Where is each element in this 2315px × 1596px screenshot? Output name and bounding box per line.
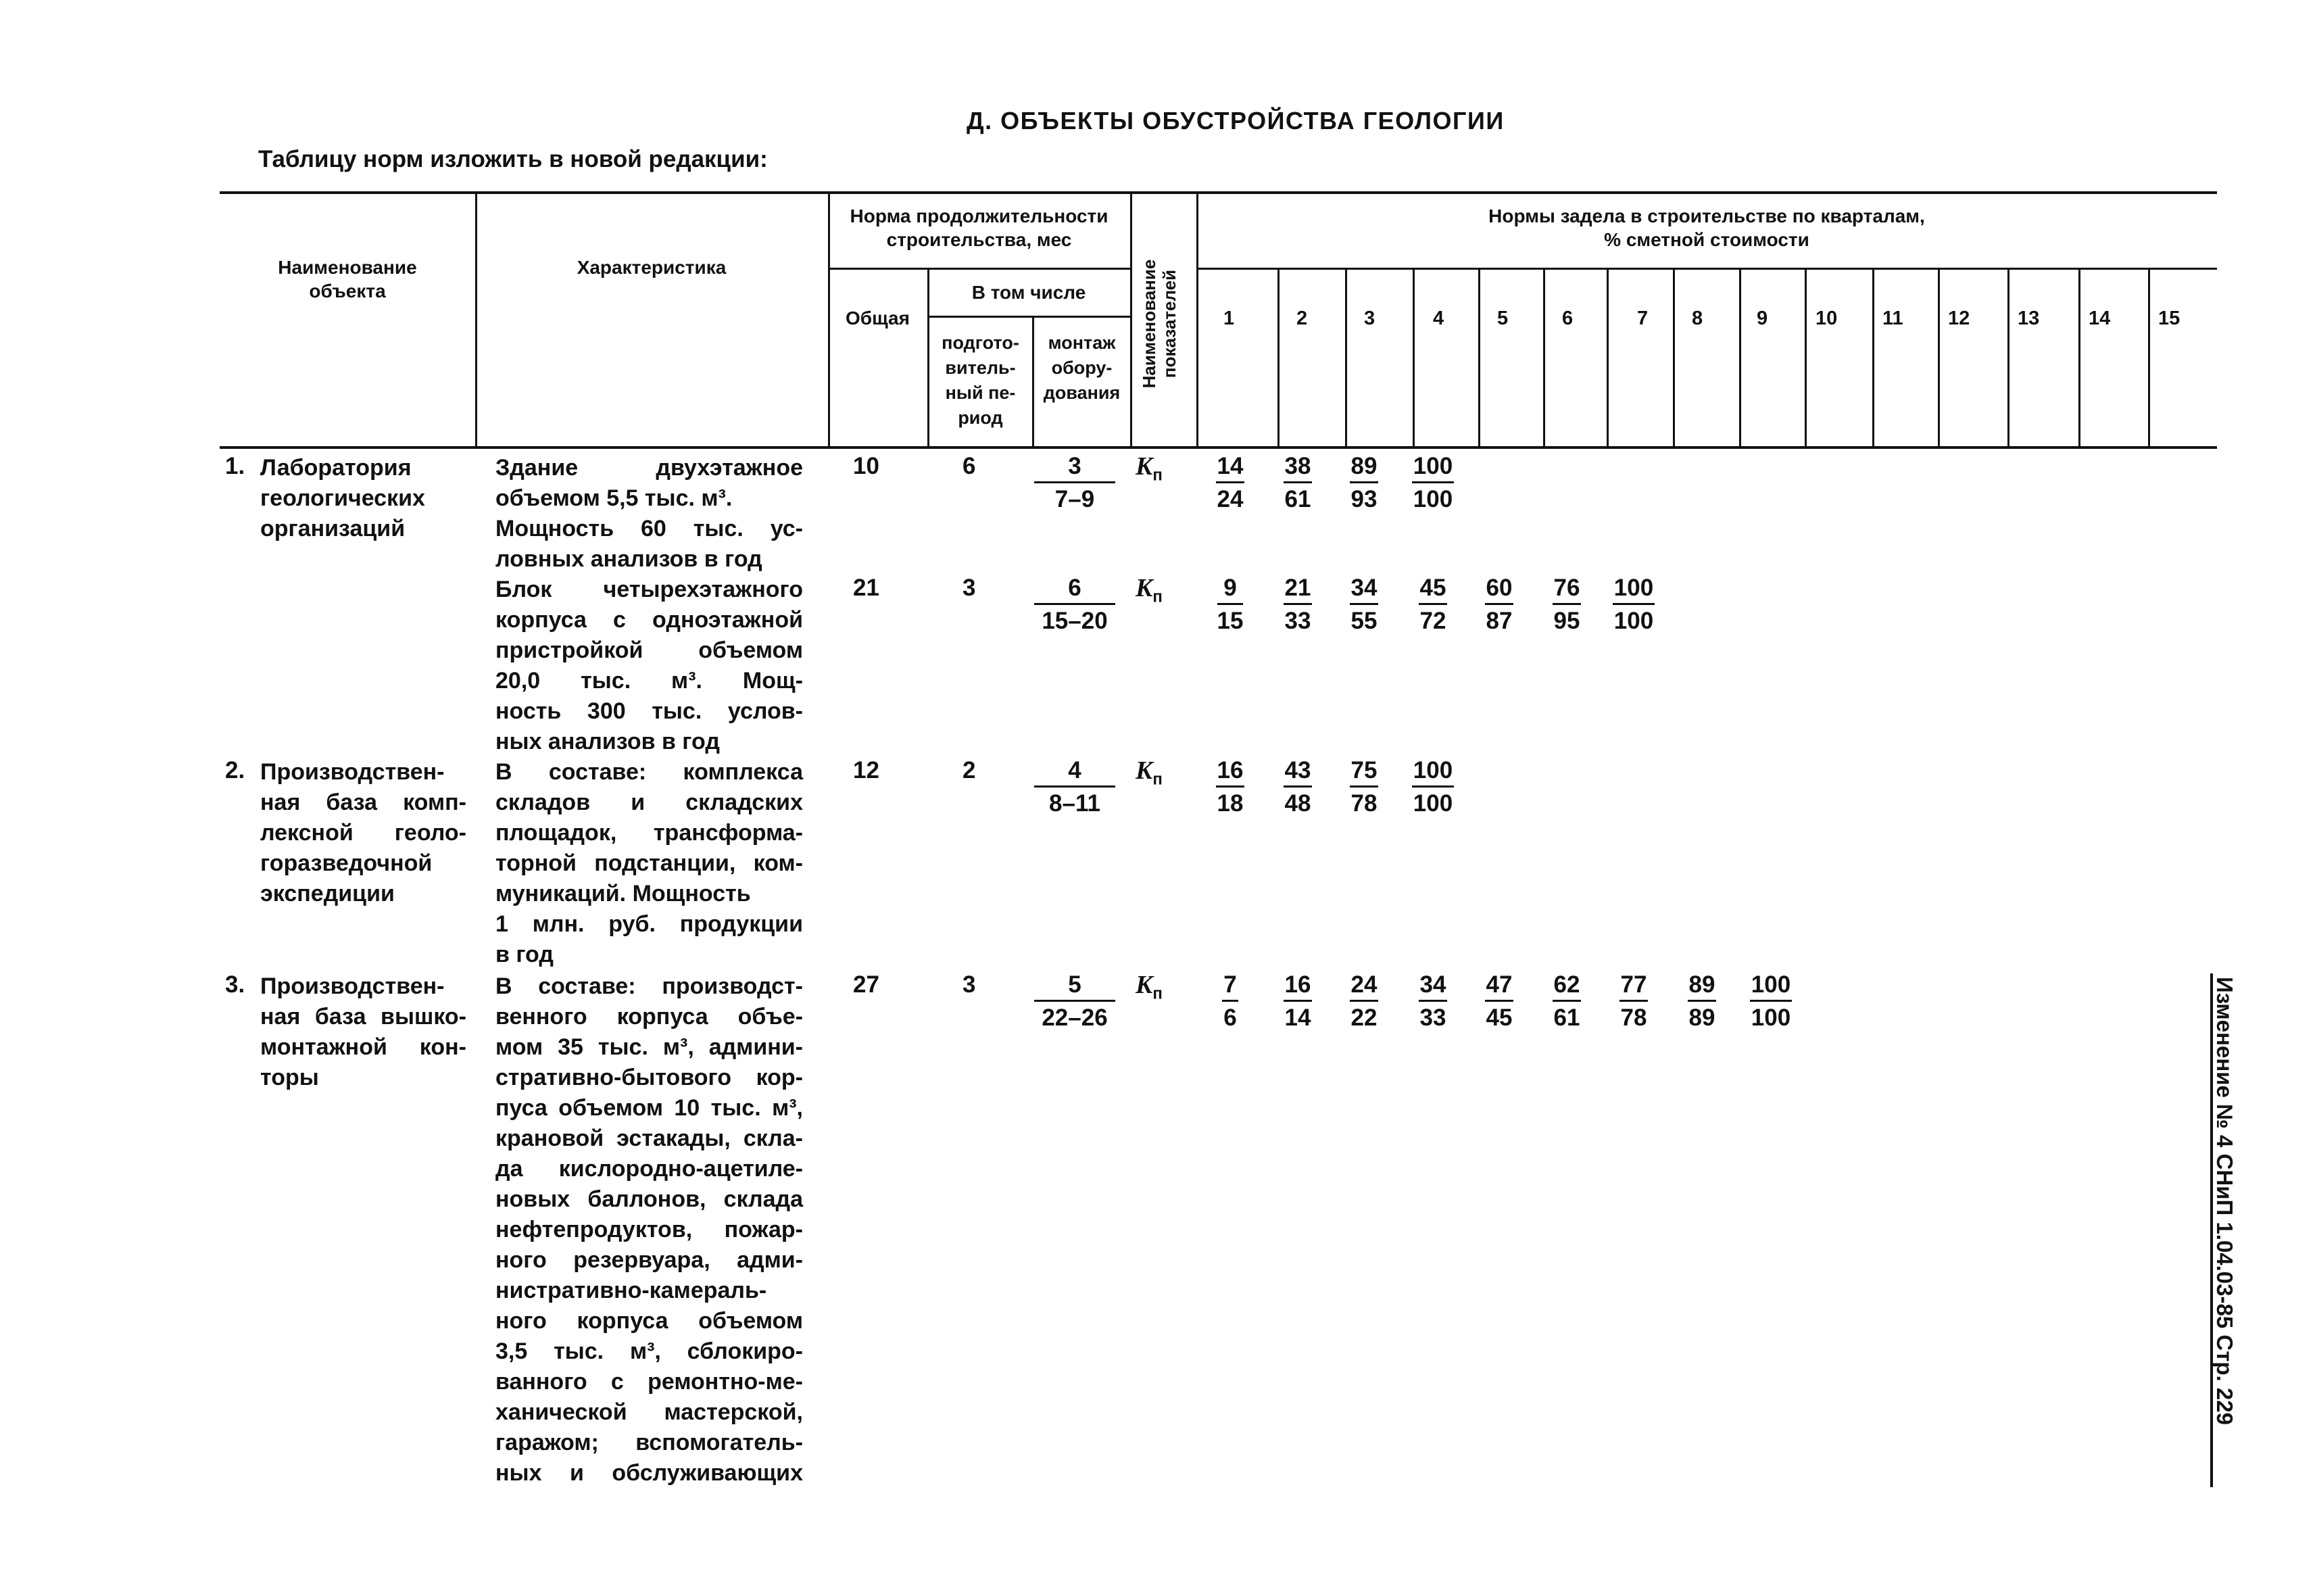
- quarter-divider: [1805, 268, 1807, 446]
- duration-group-rule: [828, 268, 1130, 270]
- characteristic-line: нефтепродуктов, пожар-: [495, 1217, 803, 1242]
- backlog-cumulative: 9: [1217, 573, 1244, 605]
- col-divider: [475, 191, 477, 446]
- indicator-subscript: п: [1152, 466, 1163, 485]
- table-top-rule: [220, 191, 2217, 194]
- indicator-subscript: п: [1152, 587, 1163, 606]
- mounting-fraction: [1034, 573, 1115, 636]
- quarter-divider: [1413, 268, 1415, 446]
- backlog-cumulative: 100: [1412, 756, 1454, 788]
- characteristic-line: ного резервуара, адми-: [495, 1247, 803, 1273]
- backlog-fraction-q6: [1533, 970, 1601, 1033]
- backlog-cumulative: 34: [1419, 970, 1448, 1002]
- backlog-value: 100: [1613, 608, 1654, 634]
- backlog-fraction-q4: [1399, 452, 1467, 514]
- quarter-header: 12: [1948, 308, 1970, 329]
- quarter-divider: [1872, 268, 1874, 446]
- backlog-value: 33: [1284, 608, 1311, 634]
- indicator-kp: [1136, 756, 1163, 790]
- backlog-value: 95: [1553, 608, 1580, 634]
- mounting-fraction: [1034, 756, 1115, 819]
- characteristic-line: да кислородно-ацетиле-: [495, 1156, 803, 1182]
- characteristic-line: крановой эстакады, скла-: [495, 1126, 803, 1151]
- characteristic-line: нистративно-камераль-: [495, 1278, 767, 1303]
- header-bottom-rule: [220, 446, 2217, 449]
- backlog-fraction-q4: [1399, 573, 1467, 636]
- indicator-letter: K: [1136, 452, 1153, 481]
- backlog-fraction-q2: [1264, 452, 1332, 514]
- quarter-divider: [1345, 268, 1347, 446]
- quarter-header: 15: [2158, 308, 2180, 329]
- intro-text: Таблицу норм изложить в новой редакции:: [258, 146, 768, 172]
- prep-period-header: подгото- витель- ный пе- риод: [942, 333, 1019, 428]
- object-name: Лаборатория геологических организаций: [260, 455, 425, 541]
- backlog-value: 33: [1419, 1005, 1446, 1031]
- prep-period: 3: [962, 971, 976, 998]
- characteristic-line: венного корпуса объе-: [495, 1004, 803, 1030]
- characteristic-text: В составе: комплекса складов и складских площадок, трансформа- торной подстанции, ком- муникаций. Мощность 1 млн. руб. продукции в год: [495, 759, 803, 967]
- quarter-divider: [1938, 268, 1940, 446]
- duration-group-header: Норма продолжительности строительства, мес: [850, 205, 1108, 250]
- mounting-fraction: [1034, 970, 1115, 1033]
- backlog-cumulative: 16: [1216, 756, 1245, 788]
- including-header: В том числе: [971, 282, 1086, 303]
- quarter-header: 14: [2089, 308, 2111, 329]
- backlog-value: 15: [1217, 608, 1244, 634]
- quarter-divider: [2148, 268, 2150, 446]
- characteristic-line: гаражом; вспомогатель-: [495, 1430, 803, 1455]
- backlog-fraction-q9: [1737, 970, 1805, 1033]
- backlog-cumulative: 75: [1350, 756, 1379, 788]
- characteristic-text: [495, 971, 803, 1489]
- backlog-group-rule: [1196, 268, 2217, 270]
- backlog-fraction-q5: [1465, 970, 1533, 1033]
- characteristic-line: мом 35 тыс. м³, админи-: [495, 1034, 803, 1060]
- quarter-header: 4: [1433, 308, 1444, 329]
- backlog-value: 100: [1751, 1005, 1791, 1031]
- backlog-cumulative: 100: [1750, 970, 1792, 1002]
- mounting-denominator: 7–9: [1054, 486, 1095, 512]
- mounting-denominator: 15–20: [1042, 608, 1108, 634]
- quarter-divider: [1673, 268, 1675, 446]
- mounting-fraction: [1034, 452, 1115, 514]
- mounting-denominator: 22–26: [1042, 1005, 1108, 1031]
- row-number: 3.: [225, 971, 245, 998]
- backlog-value: 55: [1350, 608, 1378, 634]
- quarter-header: 10: [1816, 308, 1838, 329]
- characteristic-line: ханической мастерской,: [495, 1399, 803, 1425]
- mounting-numerator: 6: [1034, 573, 1115, 605]
- backlog-cumulative: 24: [1350, 970, 1379, 1002]
- characteristic-line: 3,5 тыс. м³, сблокиро-: [495, 1338, 803, 1364]
- quarter-header: 1: [1223, 308, 1235, 329]
- backlog-group-header: Нормы задела в строительстве по кварталам, % сметной стоимости: [1488, 205, 1925, 250]
- characteristic-line: пуса объемом 10 тыс. м³,: [495, 1095, 803, 1121]
- characteristic-line: ного корпуса объемом: [495, 1308, 803, 1334]
- section-heading: Д. ОБЪЕКТЫ ОБУСТРОЙСТВА ГЕОЛОГИИ: [967, 107, 1505, 135]
- quarter-divider: [2078, 268, 2080, 446]
- backlog-fraction-q2: [1264, 573, 1332, 636]
- backlog-fraction-q4: [1399, 756, 1467, 819]
- backlog-fraction-q7: [1600, 573, 1667, 636]
- backlog-value: 45: [1486, 1005, 1513, 1031]
- indicator-column-header: Наименование показателей: [1139, 259, 1179, 389]
- quarter-divider: [2007, 268, 2009, 446]
- backlog-fraction-q3: [1330, 970, 1398, 1033]
- backlog-value: 6: [1223, 1005, 1237, 1031]
- backlog-fraction-q1: [1196, 452, 1264, 514]
- row-number: 1.: [225, 453, 245, 479]
- backlog-fraction-q5: [1465, 573, 1533, 636]
- backlog-value: 61: [1553, 1005, 1580, 1031]
- characteristic-line: В составе: производст-: [495, 973, 803, 999]
- quarter-divider: [1739, 268, 1741, 446]
- page-stamp: [2210, 973, 2244, 1487]
- backlog-cumulative: 89: [1350, 452, 1379, 483]
- characteristic-line: новых баллонов, склада: [495, 1186, 803, 1212]
- backlog-value: 61: [1284, 486, 1311, 512]
- backlog-value: 87: [1486, 608, 1513, 634]
- total-duration: 27: [853, 971, 879, 998]
- quarter-header: 5: [1497, 308, 1509, 329]
- total-duration: 21: [853, 575, 879, 601]
- characteristic-line: ванного с ремонтно-ме-: [495, 1369, 803, 1395]
- backlog-fraction-q1: [1196, 756, 1264, 819]
- backlog-value: 24: [1217, 486, 1244, 512]
- quarter-header: 9: [1757, 308, 1768, 329]
- quarter-divider: [1478, 268, 1480, 446]
- including-rule: [927, 316, 1130, 318]
- total-duration: 10: [853, 453, 879, 479]
- backlog-fraction-q3: [1330, 452, 1398, 514]
- backlog-cumulative: 62: [1553, 970, 1582, 1002]
- prep-period: 6: [962, 453, 976, 479]
- backlog-cumulative: 100: [1613, 573, 1655, 605]
- prep-period: 3: [962, 575, 976, 601]
- backlog-cumulative: 76: [1553, 573, 1582, 605]
- backlog-cumulative: 38: [1284, 452, 1313, 483]
- characteristic-text: Здание двухэтажное объемом 5,5 тыс. м³. Мощность 60 тыс. ус- ловных анализов в год Блок четырехэтажного корпуса с одноэтажной пристройкой объемом 20,0 тыс. м³. Мощ- ность 300 тыс. услов- ных анализов в год: [495, 455, 803, 754]
- backlog-cumulative: 16: [1284, 970, 1313, 1002]
- backlog-fraction-q8: [1668, 970, 1736, 1033]
- backlog-value: 78: [1350, 790, 1378, 817]
- quarter-header: 8: [1692, 308, 1703, 329]
- backlog-fraction-q2: [1264, 970, 1332, 1033]
- quarter-header: 11: [1882, 308, 1903, 329]
- total-duration: 12: [853, 757, 879, 783]
- backlog-value: 48: [1284, 790, 1311, 817]
- backlog-fraction-q1: [1196, 573, 1264, 636]
- mounting-numerator: 3: [1034, 452, 1115, 483]
- backlog-value: 100: [1413, 790, 1453, 817]
- backlog-value: 22: [1350, 1005, 1378, 1031]
- backlog-fraction-q3: [1330, 756, 1398, 819]
- backlog-cumulative: 47: [1485, 970, 1514, 1002]
- backlog-cumulative: 7: [1222, 970, 1238, 1002]
- row-number: 2.: [225, 757, 245, 783]
- characteristic-line: стративно-бытового кор-: [495, 1065, 803, 1090]
- mounting-numerator: 4: [1034, 756, 1115, 788]
- quarter-header: 13: [2018, 308, 2040, 329]
- quarter-header: 6: [1562, 308, 1574, 329]
- backlog-fraction-q7: [1600, 970, 1667, 1033]
- col-divider: [1130, 191, 1132, 446]
- characteristic-line: ных и обслуживающих: [495, 1460, 803, 1486]
- total-column-header: Общая: [846, 308, 910, 329]
- indicator-subscript: п: [1152, 984, 1163, 1003]
- mounting-header: монтаж обору- дования: [1043, 333, 1121, 403]
- indicator-subscript: п: [1152, 770, 1163, 789]
- object-name: Производствен- ная база вышко- монтажной кон- торы: [260, 973, 466, 1090]
- name-column-header: Наименование объекта: [278, 257, 417, 301]
- quarter-header: 7: [1637, 308, 1649, 329]
- backlog-cumulative: 43: [1284, 756, 1313, 788]
- backlog-cumulative: 100: [1412, 452, 1454, 483]
- quarter-divider: [1607, 268, 1609, 446]
- backlog-value: 93: [1350, 486, 1378, 512]
- indicator-letter: K: [1136, 574, 1153, 602]
- backlog-cumulative: 77: [1619, 970, 1649, 1002]
- backlog-value: 89: [1688, 1005, 1715, 1031]
- backlog-cumulative: 45: [1419, 573, 1448, 605]
- backlog-cumulative: 21: [1284, 573, 1313, 605]
- backlog-value: 78: [1620, 1005, 1647, 1031]
- backlog-fraction-q6: [1533, 573, 1601, 636]
- mounting-numerator: 5: [1034, 970, 1115, 1002]
- quarter-header: 2: [1296, 308, 1308, 329]
- backlog-fraction-q1: [1196, 970, 1264, 1033]
- indicator-kp: [1136, 452, 1163, 485]
- indicator-letter: K: [1136, 971, 1153, 999]
- backlog-fraction-q4: [1399, 970, 1467, 1033]
- stamp-text: Изменение № 4 СНиП 1.04.03-85 Стр. 229: [2212, 977, 2237, 1425]
- backlog-value: 14: [1284, 1005, 1311, 1031]
- backlog-fraction-q3: [1330, 573, 1398, 636]
- quarter-divider: [1543, 268, 1545, 446]
- quarter-divider: [1277, 268, 1280, 446]
- quarter-header: 3: [1364, 308, 1375, 329]
- indicator-kp: [1136, 573, 1163, 607]
- backlog-cumulative: 14: [1216, 452, 1245, 483]
- object-name: Производствен- ная база комп- лексной геоло- горазведочной экспедиции: [260, 759, 466, 906]
- backlog-value: 100: [1413, 486, 1453, 512]
- backlog-value: 18: [1217, 790, 1244, 817]
- backlog-cumulative: 89: [1688, 970, 1717, 1002]
- characteristic-column-header: Характеристика: [577, 257, 727, 278]
- backlog-fraction-q2: [1264, 756, 1332, 819]
- indicator-kp: [1136, 970, 1163, 1004]
- backlog-cumulative: 34: [1350, 573, 1379, 605]
- mounting-denominator: 8–11: [1049, 790, 1100, 817]
- backlog-cumulative: 60: [1485, 573, 1514, 605]
- indicator-letter: K: [1136, 756, 1153, 785]
- prep-period: 2: [962, 757, 976, 783]
- backlog-value: 72: [1419, 608, 1446, 634]
